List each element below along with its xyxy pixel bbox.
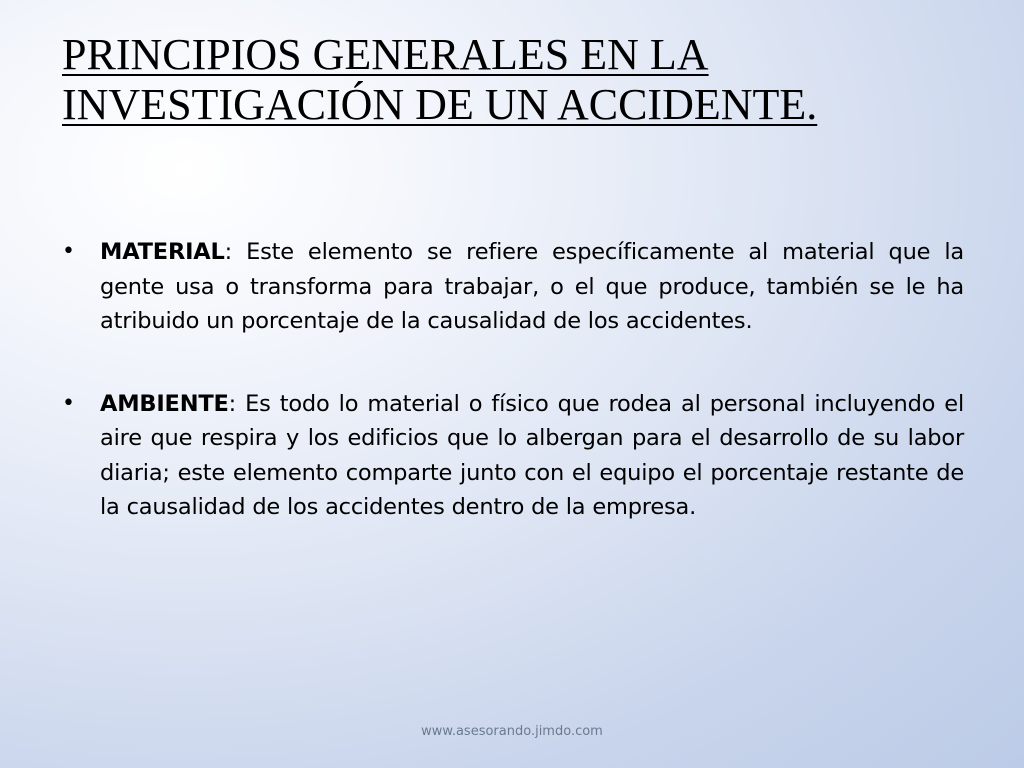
bullet-text-ambiente	[100, 387, 964, 525]
title-line-2: INVESTIGACIÓN DE UN ACCIDENTE.	[62, 80, 818, 129]
bullet-text-material	[100, 235, 964, 339]
bullet-marker: •	[62, 239, 75, 264]
footer-url: www.asesorando.jimdo.com	[421, 724, 603, 739]
bullet-item-material	[62, 235, 964, 339]
bullet-item-ambiente	[62, 387, 964, 525]
bullet-description-ambiente: : Es todo lo material o físico que rodea al personal incluyendo el aire que respira y los edificios que lo albergan para el desarrollo de su labor diaria; este elemento comparte junto con el equipo el porcentaje restante de la causalidad de los accidentes dentro de la empresa.	[100, 390, 964, 520]
bullet-term-material: MATERIAL	[100, 239, 225, 265]
bullet-marker: •	[62, 390, 75, 416]
bullet-term-ambiente: AMBIENTE	[100, 390, 229, 417]
bullet-list	[62, 235, 964, 573]
slide-title	[62, 30, 982, 130]
bullet-description-material: : Este elemento se refiere específicamente al material que la gente usa o transforma para trabajar, o el que produce, también se le ha atribuido un porcentaje de la causalidad de los accidentes.	[100, 239, 964, 334]
title-line-1: PRINCIPIOS GENERALES EN LA	[62, 30, 709, 79]
